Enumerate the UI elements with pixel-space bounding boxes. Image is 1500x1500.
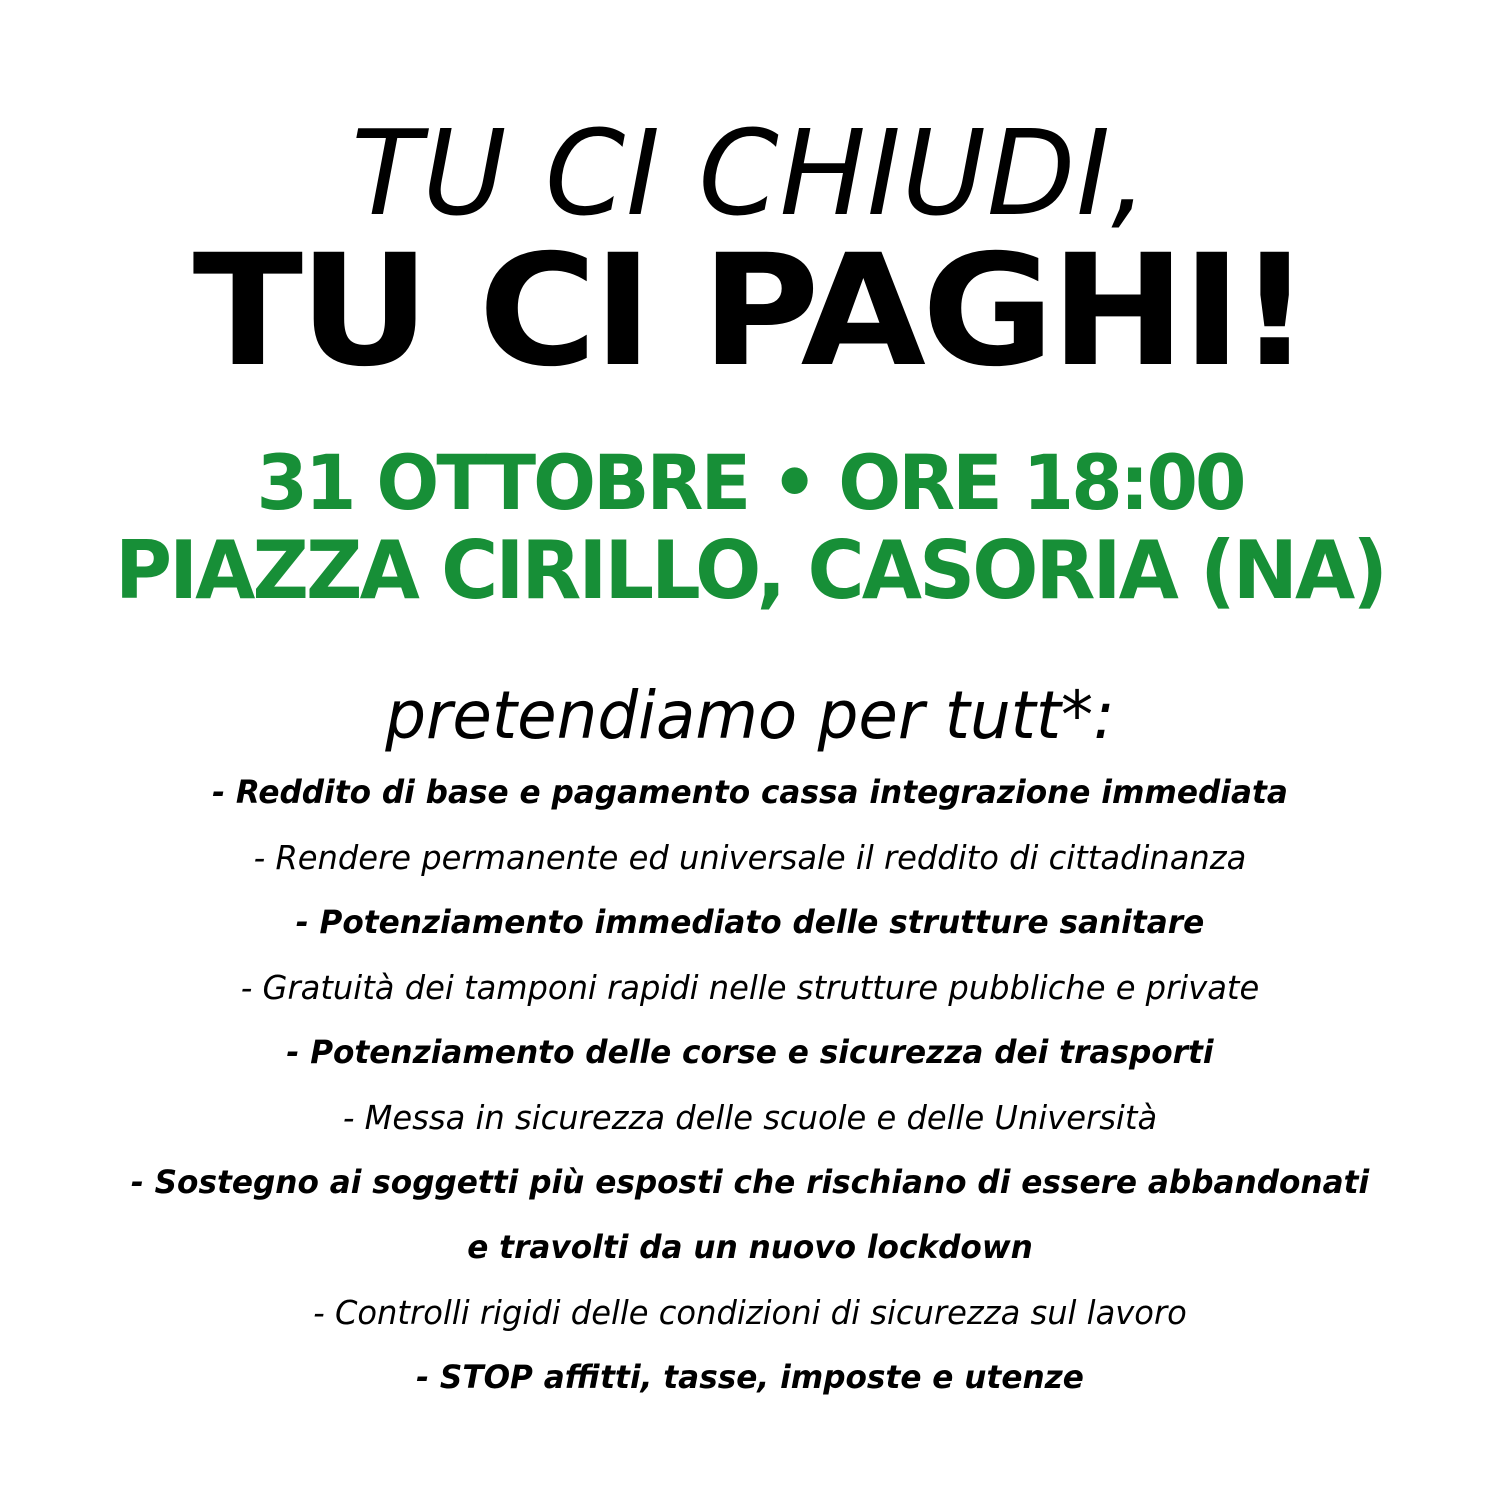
demands-heading: pretendiamo per tutt*: — [385, 677, 1115, 754]
demand-item: - Rendere permanente ed universale il reddito di cittadinanza — [253, 838, 1247, 877]
demand-item: - Potenziamento delle corse e sicurezza dei trasporti — [286, 1033, 1214, 1071]
headline-line-2: TU CI PAGHI! — [192, 222, 1308, 401]
demands-list — [0, 760, 1500, 1410]
demand-item: - Potenziamento immediato delle strutture sanitare — [295, 903, 1205, 941]
demand-item: - Gratuità dei tamponi rapidi nelle strutture pubbliche e private — [240, 968, 1260, 1007]
event-date-time: 31 OTTOBRE • ORE 18:00 — [256, 438, 1244, 527]
demand-item: - STOP affitti, tasse, imposte e utenze — [416, 1358, 1084, 1396]
demand-item: - Reddito di base e pagamento cassa integrazione immediata — [212, 773, 1288, 811]
demand-item-continuation: e travolti da un nuovo lockdown — [467, 1228, 1033, 1266]
demand-item: - Messa in sicurezza delle scuole e delle Università — [342, 1098, 1158, 1137]
headline-line-1: TU CI CHIUDI, — [351, 104, 1149, 242]
event-place: PIAZZA CIRILLO, CASORIA (NA) — [114, 524, 1386, 617]
demand-item: - Controlli rigidi delle condizioni di sicurezza sul lavoro — [313, 1293, 1187, 1332]
demand-item: - Sostegno ai soggetti più esposti che rischiano di essere abbandonati — [130, 1163, 1370, 1201]
